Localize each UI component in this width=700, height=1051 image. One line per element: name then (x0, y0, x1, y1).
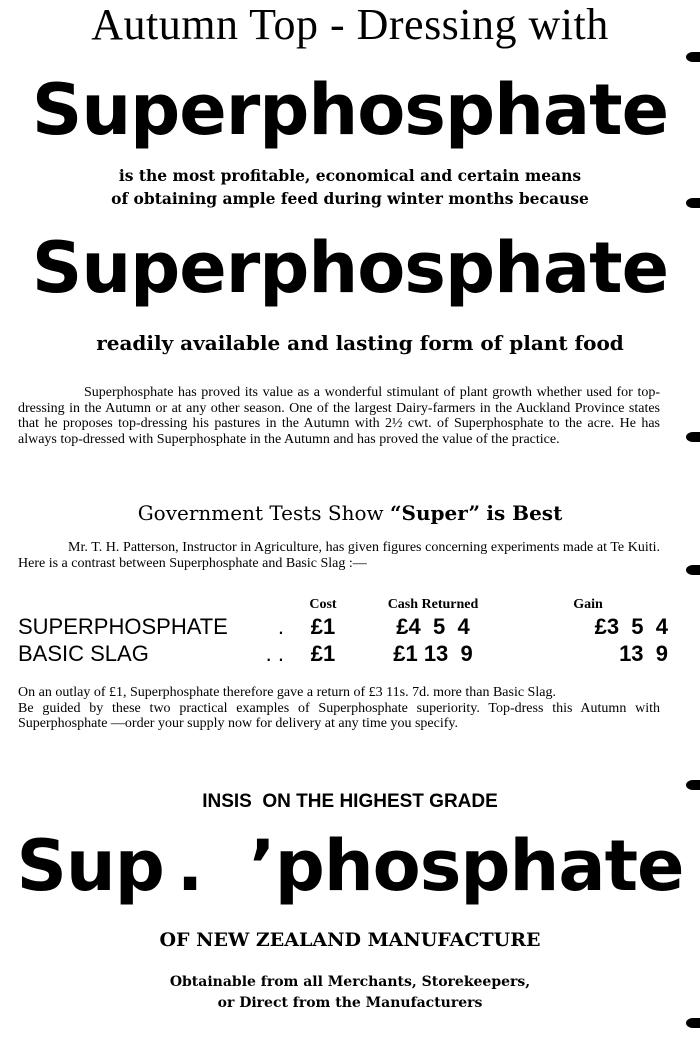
headline-superphosphate-2: Superphosphate (31, 227, 669, 309)
row-sep: . . (265, 641, 284, 666)
table-row (18, 613, 668, 640)
row-gain: £3 5 4 (594, 614, 668, 639)
row-returned: £4 5 4 (396, 614, 470, 639)
row-returned: £1 13 9 (393, 641, 473, 666)
headline-superphosphate-3: Sup . ’phosphate (16, 825, 684, 907)
paragraph-conclusion-line1: On an outlay of £1, Superphosphate therefore gave a return of £3 11s. 7d. more than Basic Slag. (18, 685, 556, 700)
section-heading-government-tests (0, 500, 700, 526)
obtainable-line-1: Obtainable from all Merchants, Storekeepers, (169, 974, 531, 990)
row-item: SUPERPHOSPHATE . (18, 613, 288, 640)
scan-edge-mark (686, 432, 700, 442)
table-row (18, 640, 668, 667)
row-cost: £1 (310, 614, 336, 639)
insist-highest-grade: INSIS ON THE HIGHEST GRADE (202, 791, 498, 812)
row-item: BASIC SLAG . . (18, 640, 288, 667)
row-cost: £1 (310, 641, 336, 666)
header-gain: Gain (573, 597, 603, 612)
strap-line-2: of obtaining ample feed during winter months because (111, 189, 589, 208)
section-heading-quote: “Super” (390, 501, 480, 525)
header-cost: Cost (309, 597, 337, 612)
scan-edge-mark (686, 52, 700, 62)
scan-edge-mark (686, 565, 700, 575)
results-header-row (18, 597, 668, 613)
row-gain: 13 9 (619, 641, 668, 666)
scan-edge-mark (686, 780, 700, 790)
results-table (18, 597, 668, 667)
subhead-plant-food: readily available and lasting form of plant food (96, 331, 624, 355)
paragraph-experiments: Mr. T. H. Patterson, Instructor in Agriculture, has given figures concerning experiments made at Te Kuiti. Here is a contrast between Superphosphate and Basic Slag :— (18, 540, 660, 571)
obtainable-line-2: or Direct from the Manufacturers (217, 995, 483, 1011)
nz-manufacture: OF NEW ZEALAND MANUFACTURE (159, 929, 541, 951)
headline-superphosphate-1: Superphosphate (31, 69, 669, 151)
paragraph-conclusion-line2: Be guided by these two practical examples of Superphosphate superiority. Top-dress this Autumn with Superphosphate —order your supply now for delivery at any time you specify. (18, 700, 660, 731)
section-heading-pre: Government Tests Show (137, 501, 384, 525)
header-cash-returned: Cash Returned (387, 597, 479, 612)
header-item (18, 597, 288, 613)
strap-line-1: is the most profitable, economical and certain means (118, 166, 582, 185)
scan-edge-mark (686, 1018, 700, 1028)
section-heading-post: is Best (486, 501, 563, 525)
paragraph-value: Superphosphate has proved its value as a wonderful stimulant of plant growth whether used for top-dressing in the Autumn or at any other season. One of the largest Dairy-farmers in the Auckland Province states that he proposes top-dressing his pastures in the Autumn with 2½ cwt. of Superphosphate to the acre. He has always top-dressed with Superphosphate in the Autumn and has proved the value of the practice. (18, 385, 660, 447)
ad-title: Autumn Top - Dressing with (91, 0, 609, 49)
paragraph-conclusion (18, 685, 660, 732)
row-sep: . (277, 614, 284, 639)
scan-edge-mark (686, 198, 700, 208)
